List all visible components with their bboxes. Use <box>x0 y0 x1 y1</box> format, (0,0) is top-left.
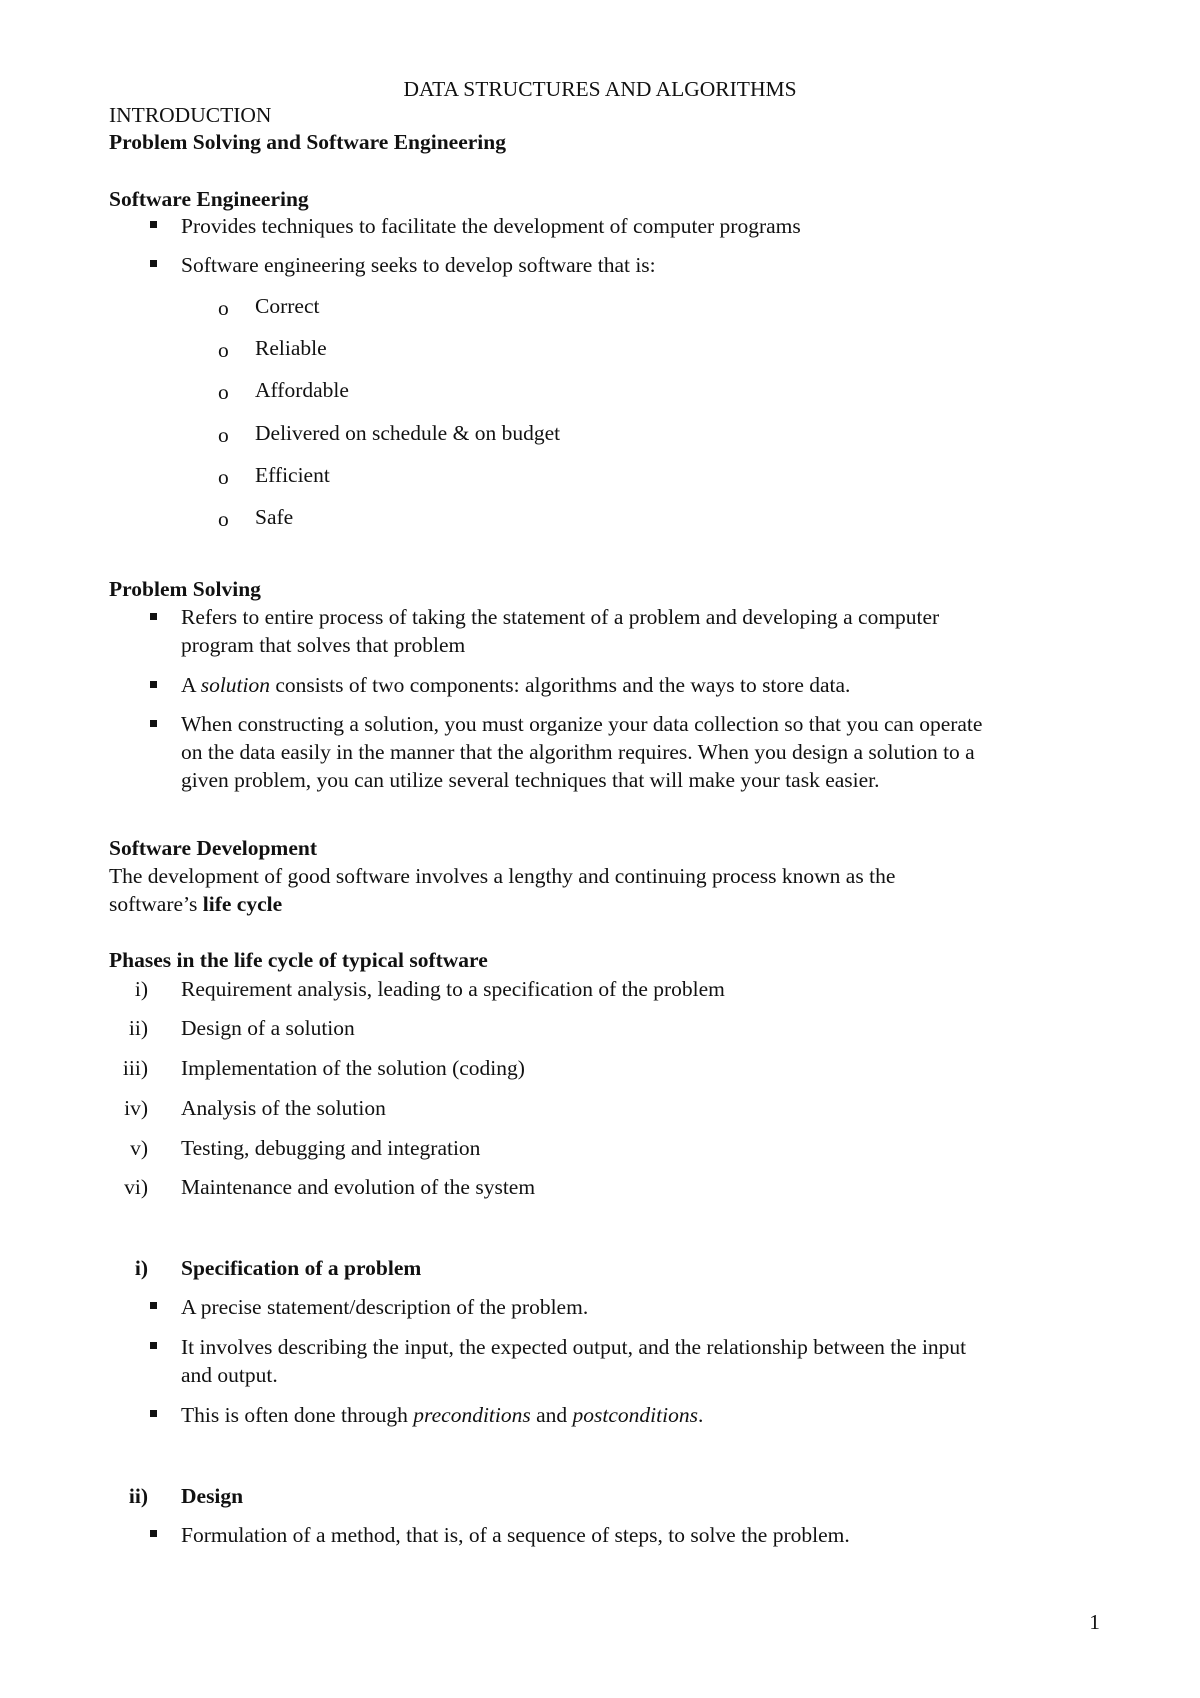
phase-number: v) <box>130 1136 148 1160</box>
phase-number: iv) <box>124 1096 148 1120</box>
page-number: 1 <box>1089 1610 1100 1634</box>
phase-item: Design of a solution <box>181 1016 355 1040</box>
phase-item: Analysis of the solution <box>181 1096 386 1120</box>
specification-number: i) <box>134 1256 148 1280</box>
phase-number: iii) <box>122 1056 148 1080</box>
sub-bullet-icon: o <box>218 507 229 531</box>
phase-item: Implementation of the solution (coding) <box>181 1056 525 1080</box>
specification-bullet-line: It involves describing the input, the expected output, and the relationship between the input <box>181 1335 967 1359</box>
sub-bullet-icon: o <box>218 380 229 404</box>
document-subtitle: Problem Solving and Software Engineering <box>109 130 506 154</box>
phase-number: vi) <box>124 1175 148 1199</box>
life-cycle-term: life cycle <box>202 892 283 916</box>
software-development-text: software’s life cycle <box>109 892 283 916</box>
quality-item: Reliable <box>255 336 327 360</box>
phase-item: Testing, debugging and integration <box>181 1136 481 1160</box>
phase-item: Maintenance and evolution of the system <box>181 1175 536 1199</box>
software-engineering-heading: Software Engineering <box>109 187 309 211</box>
software-engineering-bullet: Software engineering seeks to develop software that is: <box>181 253 656 277</box>
sub-bullet-icon: o <box>218 423 229 447</box>
problem-solving-bullet-line: Refers to entire process of taking the statement of a problem and developing a computer <box>181 605 940 629</box>
software-engineering-bullet: Provides techniques to facilitate the development of computer programs <box>181 214 801 238</box>
quality-item: Efficient <box>255 463 330 487</box>
bullet-icon <box>150 681 157 688</box>
phases-heading: Phases in the life cycle of typical software <box>109 948 488 972</box>
software-development-text: The development of good software involves a lengthy and continuing process known as the <box>109 864 896 888</box>
problem-solving-bullet-line: given problem, you can utilize several techniques that will make your task easier. <box>181 768 880 792</box>
specification-bullet: A precise statement/description of the problem. <box>181 1295 589 1319</box>
problem-solving-heading: Problem Solving <box>109 577 261 601</box>
sub-bullet-icon: o <box>218 338 229 362</box>
introduction-heading: INTRODUCTION <box>109 103 272 127</box>
specification-bullet-line: and output. <box>181 1363 278 1387</box>
bullet-icon <box>150 1530 157 1537</box>
document-title: DATA STRUCTURES AND ALGORITHMS <box>403 77 797 101</box>
phase-number: ii) <box>128 1016 148 1040</box>
problem-solving-bullet-line: program that solves that problem <box>181 633 466 657</box>
sub-bullet-icon: o <box>218 465 229 489</box>
phase-number: i) <box>134 977 148 1001</box>
design-bullet: Formulation of a method, that is, of a sequence of steps, to solve the problem. <box>181 1523 850 1547</box>
bullet-icon <box>150 221 157 228</box>
problem-solving-bullet-line: on the data easily in the manner that the algorithm requires. When you design a solution to a <box>181 740 975 764</box>
bullet-icon <box>150 613 157 620</box>
specification-conditions: This is often done through preconditions and postconditions. <box>181 1403 704 1427</box>
design-heading: Design <box>181 1484 244 1508</box>
postconditions-term: postconditions <box>572 1403 698 1427</box>
bullet-icon <box>150 260 157 267</box>
quality-item: Delivered on schedule & on budget <box>255 421 561 445</box>
bullet-icon <box>150 1342 157 1349</box>
bullet-icon <box>150 1410 157 1417</box>
preconditions-term: preconditions <box>413 1403 531 1427</box>
bullet-icon <box>150 1302 157 1309</box>
design-number: ii) <box>128 1484 148 1508</box>
software-development-heading: Software Development <box>109 836 317 860</box>
quality-item: Safe <box>255 505 294 529</box>
problem-solving-bullet-line: When constructing a solution, you must organize your data collection so that you can operate <box>181 712 983 736</box>
specification-heading: Specification of a problem <box>181 1256 422 1280</box>
solution-term: solution <box>200 673 271 697</box>
sub-bullet-icon: o <box>218 296 229 320</box>
phase-item: Requirement analysis, leading to a specification of the problem <box>181 977 725 1001</box>
quality-item: Affordable <box>255 378 349 402</box>
solution-definition: A solution consists of two components: algorithms and the ways to store data. <box>181 673 851 697</box>
quality-item: Correct <box>255 294 320 318</box>
bullet-icon <box>150 720 157 727</box>
